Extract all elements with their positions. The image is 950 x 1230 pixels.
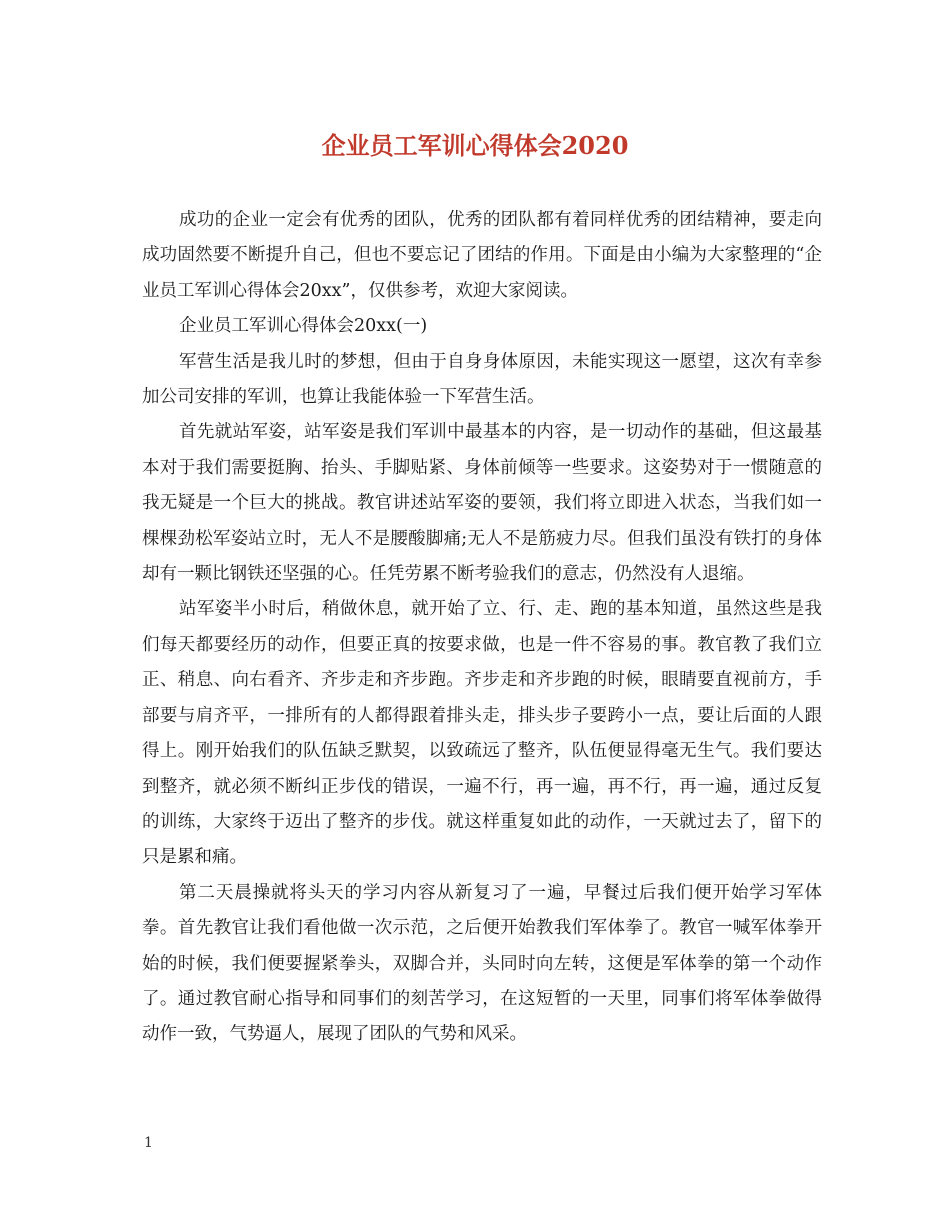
paragraph: 首先就站军姿，站军姿是我们军训中最基本的内容，是一切动作的基础，但这最基本对于我们需要挺胸、抬头、手脚贴紧、身体前倾等一些要求。这姿势对于一惯随意的我无疑是一个巨大的挑战。教官讲述站军姿的要领，我们将立即进入状态，当我们如一棵棵劲松军姿站立时，无人不是腰酸脚痛;无人不是筋疲力尽。但我们虽没有铁打的身体却有一颗比钢铁还坚强的心。任凭劳累不断考验我们的意志，仍然没有人退缩。: [142, 422, 822, 585]
page-number: 1: [144, 1135, 153, 1151]
document-body: [142, 203, 822, 1053]
paragraph-intro: 成功的企业一定会有优秀的团队，优秀的团队都有着同样优秀的团结精神，要走向成功固然要不断提升自己，但也不要忘记了团结的作用。下面是由小编为大家整理的“企业员工军训心得体会20xx”，仅供参考，欢迎大家阅读。: [142, 210, 822, 301]
section-heading: 企业员工军训心得体会20xx(一): [179, 316, 428, 337]
paragraph: 军营生活是我儿时的梦想，但由于自身身体原因，未能实现这一愿望，这次有幸参加公司安排的军训，也算让我能体验一下军营生活。: [142, 351, 822, 408]
document-title: 企业员工军训心得体会2020: [321, 131, 629, 160]
paragraph: 站军姿半小时后，稍做休息，就开始了立、行、走、跑的基本知道，虽然这些是我们每天都要经历的动作，但要正真的按要求做，也是一件不容易的事。教官教了我们立正、稍息、向右看齐、齐步走和齐步跑。齐步走和齐步跑的时候，眼睛要直视前方，手部要与肩齐平，一排所有的人都得跟着排头走，排头步子要跨小一点，要让后面的人跟得上。刚开始我们的队伍缺乏默契，以致疏远了整齐，队伍便显得毫无生气。我们要达到整齐，就必须不断纠正步伐的错误，一遍不行，再一遍，再不行，再一遍，通过反复的训练，大家终于迈出了整齐的步伐。就这样重复如此的动作，一天就过去了，留下的只是累和痛。: [142, 599, 822, 868]
paragraph: 第二天晨操就将头天的学习内容从新复习了一遍，早餐过后我们便开始学习军体拳。首先教官让我们看他做一次示范，之后便开始教我们军体拳了。教官一喊军体拳开始的时候，我们便要握紧拳头，双脚合并，头同时向左转，这便是军体拳的第一个动作了。通过教官耐心指导和同事们的刻苦学习，在这短暂的一天里，同事们将军体拳做得动作一致，气势逼人，展现了团队的气势和风采。: [142, 882, 822, 1045]
